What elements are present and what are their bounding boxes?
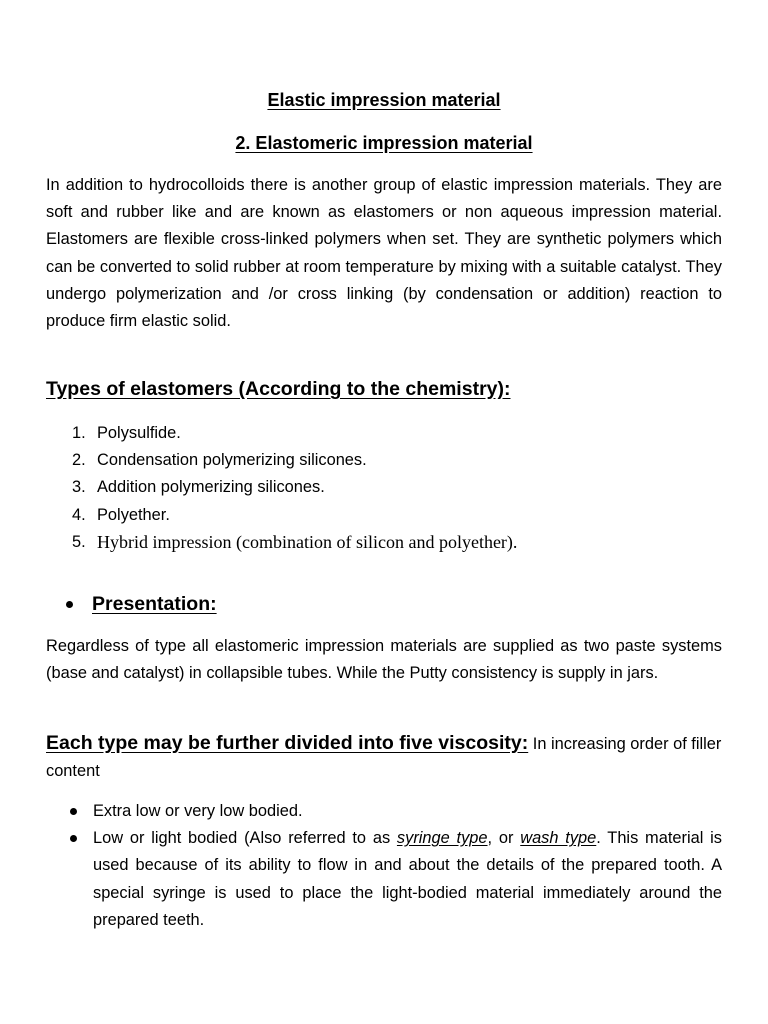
list-item: [72, 502, 732, 529]
document-title: Elastic impression material: [267, 90, 501, 110]
viscosity-paragraph: [46, 730, 722, 785]
item-text-part: , or: [487, 829, 521, 848]
list-number: 3.: [72, 478, 86, 497]
types-list: [72, 420, 732, 556]
item-text-part: Low or light bodied (Also referred to as: [93, 829, 397, 848]
list-item-text: Polyether.: [97, 505, 170, 524]
list-number: 2.: [72, 451, 86, 470]
list-item-text: Polysulfide.: [97, 424, 181, 442]
list-item-text: Addition polymerizing silicones.: [97, 478, 325, 497]
section-title: 2. Elastomeric impression material: [235, 133, 533, 153]
list-item-text: Hybrid impression (combination of silicon and polyether).: [97, 531, 518, 552]
bullet-icon: [70, 835, 77, 842]
presentation-paragraph: Regardless of type all elastomeric impression materials are supplied as two paste systems (base and catalyst) in collapsible tubes. While the Putty consistency is supply in jars.: [46, 637, 722, 683]
list-item-text: Extra low or very low bodied.: [93, 802, 303, 820]
viscosity-text: In increasing order of filler content: [46, 735, 722, 781]
bullet-icon: [70, 808, 77, 815]
wash-type-term: wash type: [520, 829, 597, 848]
list-item: [70, 798, 722, 825]
list-item: [70, 825, 722, 934]
viscosity-list: [70, 798, 722, 934]
intro-paragraph: In addition to hydrocolloids there is another group of elastic impression materials. They are soft and rubber like and are known as elastomers or non aqueous impression material. Elastomers are flexible cross-linked polymers when set. They are synthetic polymers which can be converted to solid rubber at room temperature by mixing with a suitable catalyst. They undergo polymerization and /or cross linking (by condensation or addition) reaction to produce firm elastic solid.: [46, 176, 722, 331]
bullet-icon: [66, 601, 73, 608]
presentation-heading-label: Presentation:: [92, 593, 217, 615]
list-item: [72, 420, 732, 447]
presentation-heading: [66, 593, 217, 616]
viscosity-heading: Each type may be further divided into five viscosity:: [46, 732, 529, 754]
list-number: 4.: [72, 505, 86, 524]
list-number: 1.: [72, 424, 86, 442]
list-item-text: [93, 825, 722, 934]
list-item: [72, 529, 732, 556]
syringe-type-term: syringe type: [396, 829, 488, 848]
list-item-text: Condensation polymerizing silicones.: [97, 451, 367, 470]
types-heading: Types of elastomers (According to the chemistry):: [46, 378, 511, 400]
list-item: [72, 447, 732, 474]
item-text-part: . This material is used because of its ability to flow in and about the details of the prepared tooth. A special syringe is used to place the light-bodied material immediately around the prepared teeth.: [93, 829, 722, 929]
list-item: [72, 474, 732, 501]
list-number: 5.: [72, 532, 86, 551]
